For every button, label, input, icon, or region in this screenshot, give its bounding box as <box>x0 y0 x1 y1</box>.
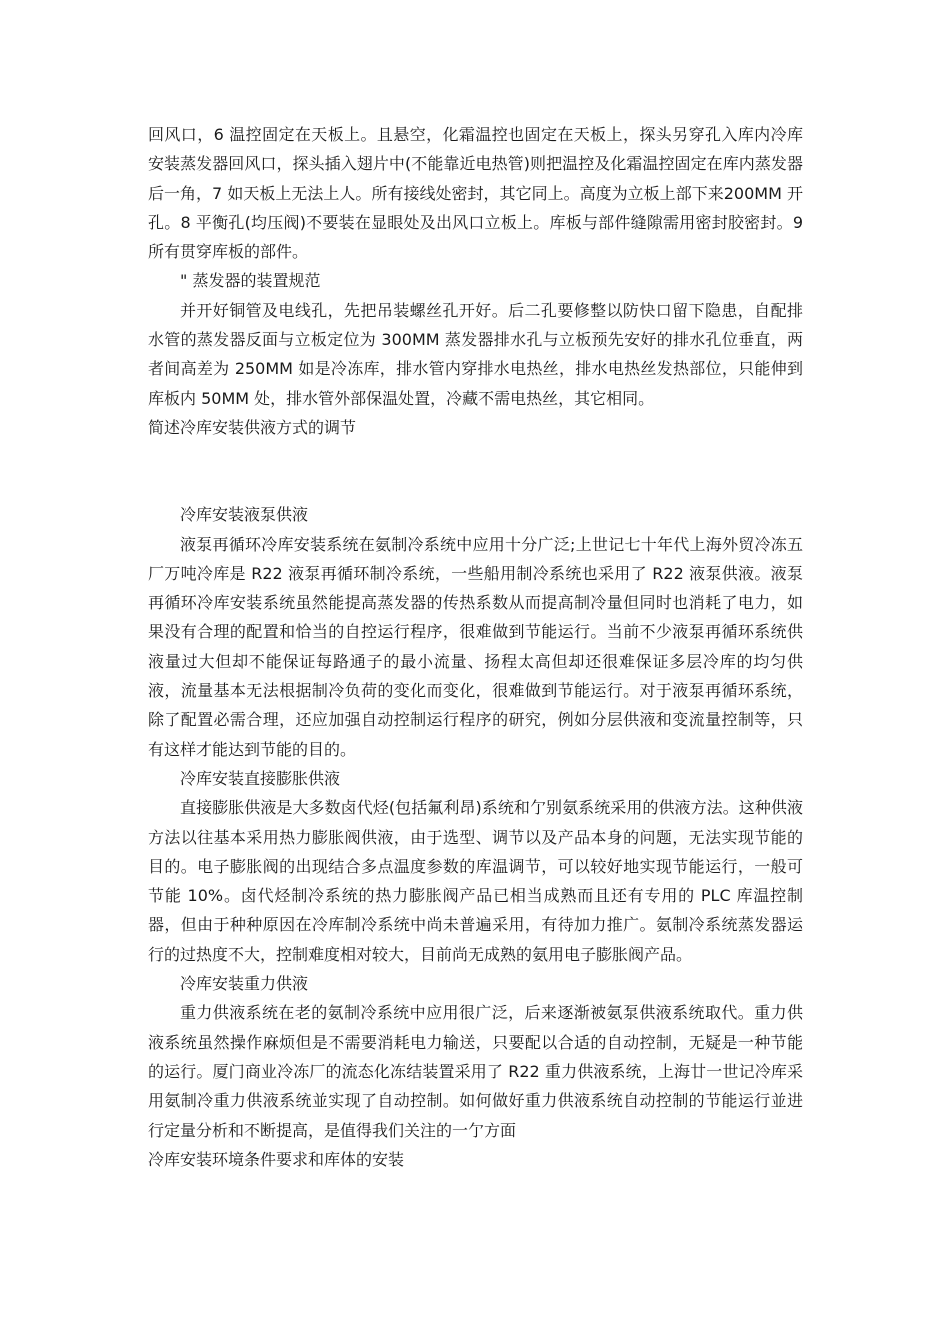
section-heading-supply-regulation: 简述冷库安装供液方式的调节 <box>148 417 357 437</box>
paragraph-evaporator-heading: " 蒸发器的装置规范 <box>180 271 321 291</box>
document-body <box>148 120 803 1174</box>
blank-spacer <box>148 442 803 500</box>
paragraph-evaporator-spec: 并开好铜管及电线孔，先把吊装螺丝孔开好。后二孔要修整以防快口留下隐患，自配排水管的蒸发器反面与立板定位为 300MM 蒸发器排水孔与立板预先安好的排水孔位垂直，两者间高差为 250MM 如是冷冻库，排水管内穿排水电热丝，排水电热丝发热部位，只能伸到库板内 50MM 处，排水管外部保温处置，冷藏不需电热丝，其它相同。 <box>148 300 803 408</box>
paragraph-1: 回风口，6 温控固定在天板上。且悬空，化霜温控也固定在天板上，探头另穿孔入库内冷库安装蒸发器回风口，探头插入翅片中(不能靠近电热管)则把温控及化霜温控固定在库内蒸发器后一角，7 如天板上无法上人。所有接线处密封，其它同上。高度为立板上部下来200MM 开孔。8 平衡孔(均压阀)不要装在显眼处及出风口立板上。库板与部件缝隙需用密封胶密封。9 所有贯穿库板的部件。 <box>148 125 803 262</box>
paragraph-pump-supply: 液泵再循环冷库安装系统在氨制冷系统中应用十分广泛;上世记七十年代上海外贸冷冻五厂万吨冷库是 R22 液泵再循环制冷系统，一些船用制冷系统也采用了 R22 液泵供液。液泵再循环冷库安装系统虽然能提高蒸发器的传热系数从而提高制冷量但同时也消耗了电力，如果没有合理的配置和恰当的自控运行程序，很难做到节能运行。当前不少液泵再循环系统供液量过大但却不能保证每路通子的最小流量、扬程太高但却还很难保证多层冷库的均匀供液，流量基本无法根据制冷负荷的变化而变化，很难做到节能运行。对于液泵再循环系统，除了配置必需合理，还应加强自动控制运行程序的研究，例如分层供液和变流量控制等，只有这样才能达到节能的目的。 <box>148 534 803 759</box>
paragraph-gravity-supply: 重力供液系统在老的氨制冷系统中应用很广泛，后来逐渐被氨泵供液系统取代。重力供液系统虽然操作麻烦但是不需要消耗电力输送，只要配以合适的自动控制，无疑是一种节能的运行。厦门商业冷冻厂的流态化冻结装置采用了 R22 重力供液系统，上海廿一世记冷库采用氨制冷重力供液系统並实现了自动控制。如何做好重力供液系统自动控制的节能运行並进行定量分析和不断提高，是值得我们关注的一亇方面 <box>148 1003 803 1140</box>
subheading-pump-supply: 冷库安装液泵供液 <box>180 505 309 525</box>
section-heading-environment: 冷库安装环境条件要求和库体的安装 <box>148 1149 405 1169</box>
subheading-gravity-supply: 冷库安装重力供液 <box>180 974 309 994</box>
subheading-direct-expansion: 冷库安装直接膨胀供液 <box>180 768 341 788</box>
paragraph-direct-expansion: 直接膨胀供液是大多数卤代烃(包括氟利昂)系统和亇别氨系统采用的供液方法。这种供液方法以往基本采用热力膨胀阀供液，由于选型、调节以及产品本身的问题，无法实现节能的目的。电子膨胀阀的出现结合多点温度参数的库温调节，可以较好地实现节能运行，一般可节能 10%。卤代烃制冷系统的热力膨胀阀产品已相当成熟而且还有专用的 PLC 库温控制器，但由于种种原因在冷库制冷系统中尚未普遍采用，有待加力推广。氨制冷系统蒸发器运行的过热度不大，控制难度相对较大，目前尚无成熟的氨用电子膨胀阀产品。 <box>148 798 803 964</box>
